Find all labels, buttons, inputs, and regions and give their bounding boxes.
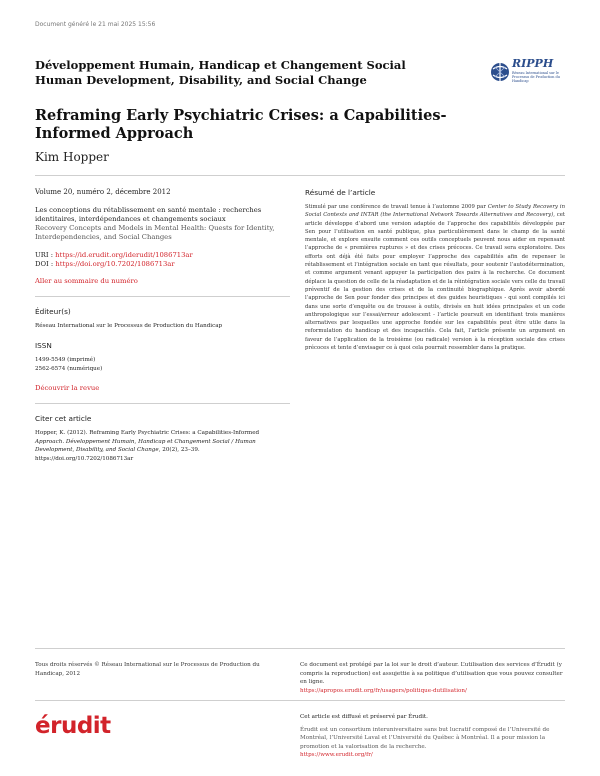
citation-line-1: Hopper, K. (2012). Reframing Early Psychiatric Crises: a Capabilities-Informed: [35, 430, 260, 436]
cite-heading: Citer cet article: [35, 414, 92, 423]
doi-link[interactable]: https://doi.org/10.7202/1086713ar: [55, 260, 175, 268]
citation-line-3-italic: Development, Disability, and Social Change,: [35, 447, 161, 453]
metadata-column: [35, 188, 290, 463]
erudit-notice: [300, 713, 565, 760]
issue-theme-fr: Les conceptions du rétablissement en santé mentale : recherches identitaires, interdépendances et changements sociaux: [35, 206, 262, 223]
citation-line-3: [35, 446, 290, 455]
issue-summary-link[interactable]: Aller au sommaire du numéro: [35, 277, 138, 285]
doi-label: DOI :: [35, 260, 56, 268]
divider-footer: [35, 648, 565, 649]
citation-line-2: Approach. Développement Humain, Handicap et Changement Social / Human: [35, 438, 256, 445]
copyright-notice: [300, 661, 565, 695]
abstract-italic: Center to Study Recovery in Social Contexts and INTAR (the International Network Towards Alternatives and Recovery): [305, 204, 565, 219]
rights-notice: Tous droits réservés © Réseau International sur le Processus de Production du Handicap, 2012: [35, 662, 260, 677]
issn-heading: ISSN: [35, 341, 52, 350]
journal-title-fr: Développement Humain, Handicap et Changement Social: [35, 58, 406, 72]
uri-line: [35, 251, 290, 260]
divider-top: [35, 175, 565, 176]
generated-date: Document généré le 21 mai 2025 15:56: [35, 21, 156, 28]
issn-digital: 2562-6574 (numérique): [35, 366, 103, 372]
publisher-heading: Éditeur(s): [35, 307, 71, 316]
erudit-link[interactable]: https://www.erudit.org/fr/: [300, 752, 373, 758]
journal-logo: [490, 55, 570, 89]
doi-line: [35, 260, 290, 269]
citation-text: [35, 429, 290, 463]
citation-line-3-rest: 20(2), 23–39.: [160, 447, 200, 453]
erudit-description: Érudit est un consortium interuniversitaire sans but lucratif composé de l’Université de Montréal, l’Université Laval et l’Université du Québec à Montréal. Il a pour mission la promotion et la valorisation de la recherche.: [300, 726, 550, 750]
abstract-heading: Résumé de l’article: [305, 188, 376, 197]
uri-link[interactable]: https://id.erudit.org/iderudit/1086713ar: [55, 251, 193, 259]
article-title: Reframing Early Psychiatric Crises: a Capabilities-Informed Approach: [35, 107, 447, 142]
issue-theme-en: Recovery Concepts and Models in Mental Health: Quests for Identity, Interdependencies, and Social Changes: [35, 224, 275, 241]
citation-doi: https://doi.org/10.7202/1086713ar: [35, 455, 134, 462]
abstract-part-2: , cet article développe d’abord une version adaptée de l’approche des capabilités développée par Sen pour l’utilisation en santé publique, plus particulièrement dans le champ de la santé mentale, et explore ensuite comment ces outils conceptuels peuvent nous aider en repensant l’approche de « premières ruptures » et des crises précoces. Ce travail sera exploratoire. Des efforts ont déjà été faits pour employer l’approche des capabilités afin de repenser le rétablissement et l’intégration sociale en tant que résultats, pour soutenir l’autodétermination, et comme argument venant appuyer la participation des pairs à la recherche. Ce document déplace la question de celle de la réadaptation et de la réintégration sociale vers celle du travail préventif de la gestion des crises et de la continuité biographique. Après avoir abordé l’approche de Sen pour fonder des principes et des guides heuristiques - qui sont compilés ici dans une sorte d’enquête ou de trousse à outils, divisés en huit idées principales et un code anthropologique sur l’essai/erreur adolescent - l’article poursuit en identifiant trois manières alternatives par lesquelles une approche fondée sur les capabilités peut être utile dans la reformulation du handicap et des incapacités. Cela fait, l’article présente un argument en faveur de l’application de la troisième (ou radicale) version à la réception sociale des crises précoces et tente d’envisager ce à quoi cela pourrait ressembler dans la pratique.: [305, 212, 565, 352]
publisher-name: Réseau International sur le Processus de Production du Handicap: [35, 323, 223, 329]
discover-journal-link[interactable]: Découvrir la revue: [35, 384, 100, 392]
journal-title-en: Human Development, Disability, and Social Change: [35, 73, 367, 87]
logo-text: RIPPH: [512, 57, 554, 70]
journal-title: [35, 58, 406, 88]
divider-bottom: [35, 700, 565, 701]
policy-link[interactable]: https://apropos.erudit.org/fr/usagers/politique-dutilisation/: [300, 687, 467, 694]
abstract-text: [305, 203, 565, 352]
copyright-text: Ce document est protégé par la loi sur le droit d’auteur. L’utilisation des services d’Érudit (y compris la reproduction) est assujettie à sa politique d’utilisation que vous pouvez consulter en ligne.: [300, 662, 563, 685]
abstract-part-1: Stimulé par une conférence de travail tenue à l’automne 2009 par: [305, 204, 488, 210]
abstract-column: [305, 188, 565, 352]
volume-info: Volume 20, numéro 2, décembre 2012: [35, 188, 171, 196]
logo-subtitle: Réseau International sur le Processus de Production du Handicap: [512, 71, 560, 83]
issn-print: 1499-5549 (imprimé): [35, 357, 96, 363]
article-author: Kim Hopper: [35, 150, 109, 164]
erudit-heading: Cet article est diffusé et préservé par Érudit.: [300, 714, 428, 720]
uri-label: URI :: [35, 251, 56, 259]
erudit-logo: érudit: [35, 713, 111, 739]
